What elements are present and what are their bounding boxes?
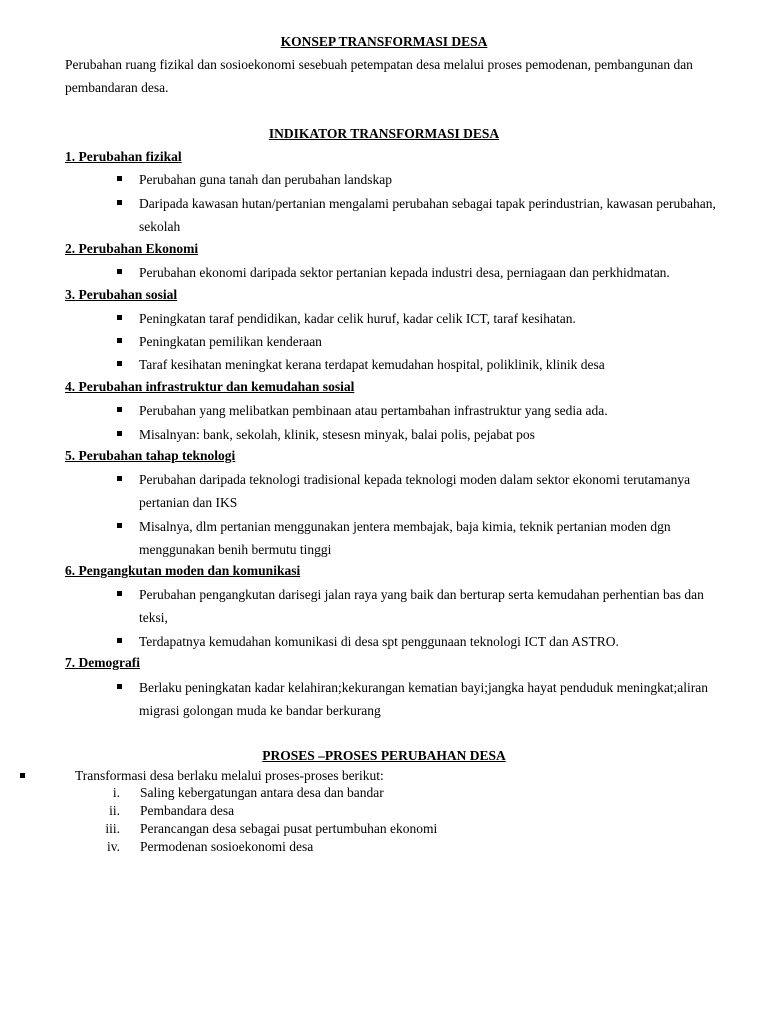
square-bullet-icon [117,176,122,181]
roman-list-item: ii. Pembandara desa [109,803,235,818]
section-heading-2: 2. Perubahan Ekonomi [65,241,199,256]
square-bullet-icon [117,315,122,320]
title-proses: PROSES –PROSES PERUBAHAN DESA [262,748,506,763]
square-bullet-icon [117,200,122,205]
square-bullet-icon [117,476,122,481]
roman-list-item: iv. Permodenan sosioekonomi desa [107,839,314,854]
section-heading-1: 1. Perubahan fizikal [65,149,182,164]
section-heading-4: 4. Perubahan infrastruktur dan kemudahan sosial [65,379,355,394]
square-bullet-icon [117,638,122,643]
list-item: Terdapatnya kemudahan komunikasi di desa spt penggunaan teknologi ICT dan ASTRO. [117,630,727,653]
list-item: Perubahan guna tanah dan perubahan landskap [117,168,727,191]
title-konsep: KONSEP TRANSFORMASI DESA [280,34,488,49]
section-heading-6: 6. Pengangkutan moden dan komunikasi [65,563,301,578]
list-item: Perubahan yang melibatkan pembinaan atau pertambahan infrastruktur yang sedia ada. [117,399,727,422]
list-item: Misalnya, dlm pertanian menggunakan jentera membajak, baja kimia, teknik pertanian moden dgn menggunakan benih bermutu tinggi [117,515,727,561]
square-bullet-icon [117,269,122,274]
list-item: Transformasi desa berlaku melalui proses-proses berikut: [20,767,720,785]
square-bullet-icon [117,361,122,366]
intro-paragraph: Perubahan ruang fizikal dan sosioekonomi sesebuah petempatan desa melalui proses pemodenan, pembangunan dan pembandaran desa. [65,57,693,95]
list-item: Taraf kesihatan meningkat kerana terdapat kemudahan hospital, poliklinik, klinik desa [117,353,727,376]
list-item: Peningkatan taraf pendidikan, kadar celik huruf, kadar celik ICT, taraf kesihatan. [117,307,727,330]
roman-list-item: iii. Perancangan desa sebagai pusat pertumbuhan ekonomi [105,821,438,836]
list-item: Perubahan ekonomi daripada sektor pertanian kepada industri desa, perniagaan dan perkhidmatan. [117,261,727,284]
square-bullet-icon [117,431,122,436]
section-heading-5: 5. Perubahan tahap teknologi [65,448,236,463]
square-bullet-icon [117,338,122,343]
list-item: Misalnyan: bank, sekolah, klinik, stesesn minyak, balai polis, pejabat pos [117,423,727,446]
list-item: Daripada kawasan hutan/pertanian mengalami perubahan sebagai tapak perindustrian, kawasan perubahan, sekolah [117,192,727,238]
list-item: Perubahan pengangkutan darisegi jalan raya yang baik dan berturap serta kemudahan perhentian bas dan teksi, [117,583,727,629]
list-item: Perubahan daripada teknologi tradisional kepada teknologi moden dalam sektor ekonomi terutamanya pertanian dan IKS [117,468,727,514]
roman-list-item: i. Saling kebergatungan antara desa dan bandar [112,785,384,800]
square-bullet-icon [20,773,25,778]
square-bullet-icon [117,591,122,596]
square-bullet-icon [117,684,122,689]
title-indikator: INDIKATOR TRANSFORMASI DESA [268,126,500,141]
section-heading-7: 7. Demografi [65,655,140,670]
square-bullet-icon [117,523,122,528]
list-item: Peningkatan pemilikan kenderaan [117,330,727,353]
list-item: Berlaku peningkatan kadar kelahiran;kekurangan kematian bayi;jangka hayat penduduk meningkat;aliran migrasi golongan muda ke bandar berkurang [117,676,727,722]
section-heading-3: 3. Perubahan sosial [65,287,178,302]
square-bullet-icon [117,407,122,412]
